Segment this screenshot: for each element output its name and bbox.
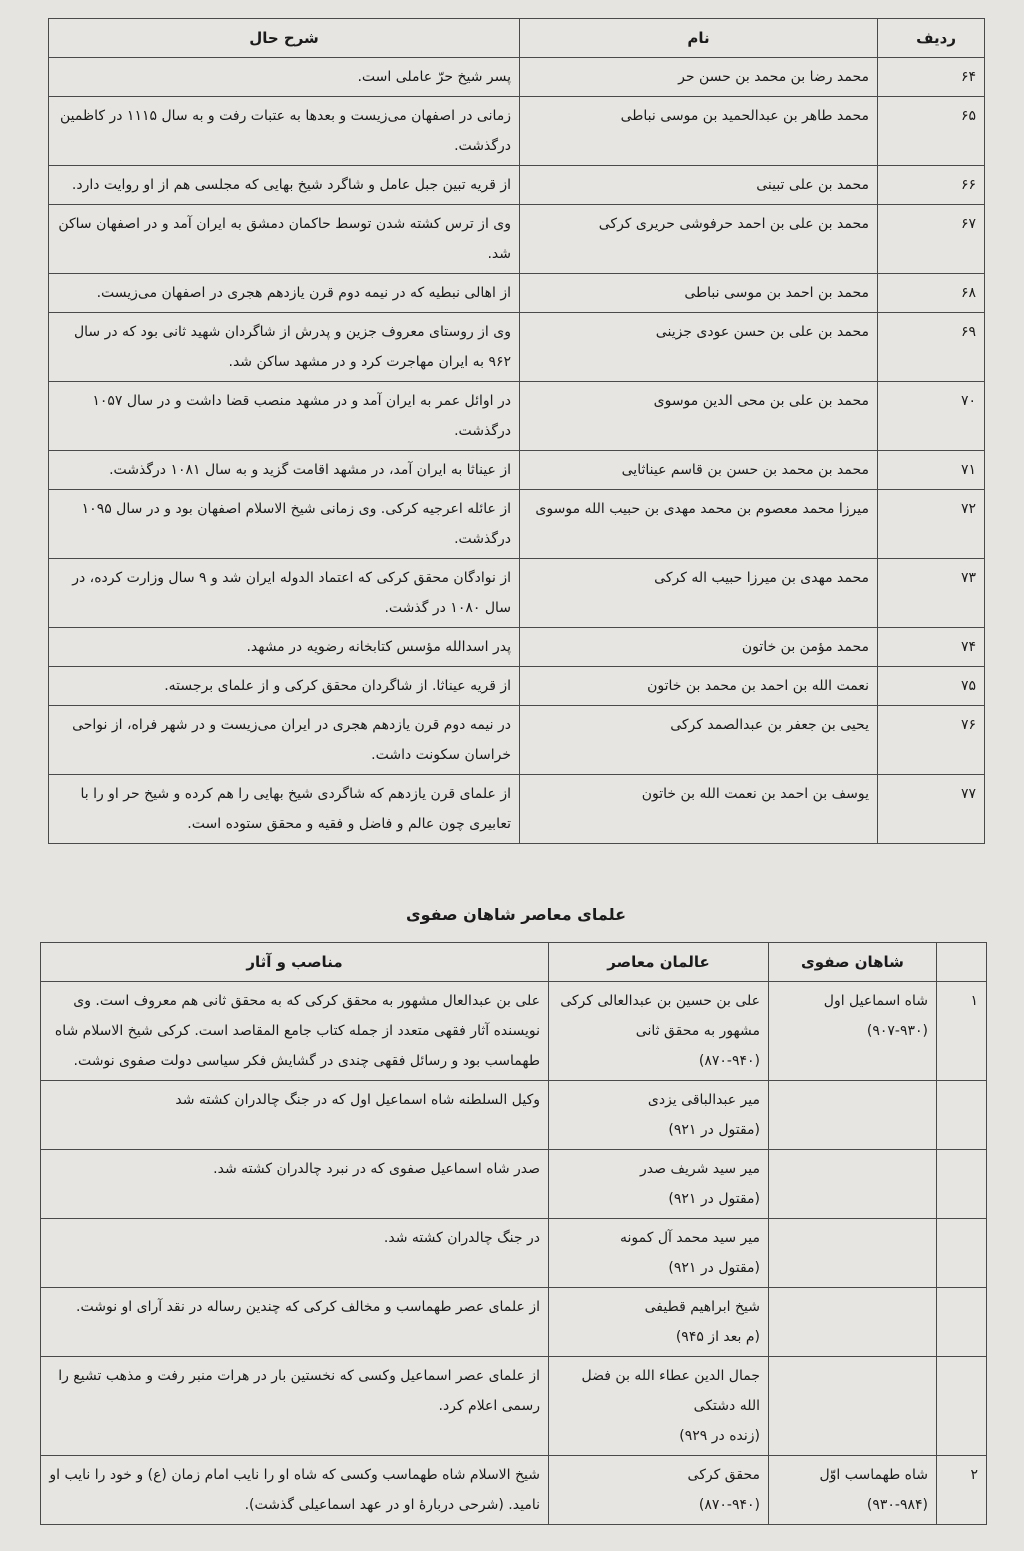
index-cell [937,1288,987,1357]
row-number-cell: ۷۴ [878,628,985,667]
index-cell [937,1081,987,1150]
safavid-kings-scholars-table [40,942,987,1525]
table-row [49,451,985,490]
table-row [49,667,985,706]
row-number-cell: ۶۹ [878,313,985,382]
scholar-name: محقق کرکی [687,1467,760,1483]
name-cell: یحیی بن جعفر بن عبدالصمد کرکی [520,706,878,775]
scholar-cell [549,1081,769,1150]
table-header-row [49,19,985,58]
scholar-dates: (زنده در ۹۲۹) [679,1428,760,1444]
table-row [41,1456,987,1525]
table-row [41,1219,987,1288]
name-cell: میرزا محمد معصوم بن محمد مهدی بن حبیب الله موسوی [520,490,878,559]
table-row [49,706,985,775]
scholar-name: شیخ ابراهیم قطیفی [644,1299,760,1315]
positions-works-cell: صدر شاه اسماعیل صفوی که در نبرد چالدران کشته شد. [41,1150,549,1219]
scholar-name: میر سید محمد آل کمونه [620,1230,760,1246]
biography-cell: از علمای قرن یازدهم که شاگردی شیخ بهایی را هم کرده و شیخ حر او را با تعابیری چون عالم و فاضل و فقیه و محقق ستوده است. [49,775,520,844]
row-number-cell: ۷۷ [878,775,985,844]
table-row [49,559,985,628]
name-cell: محمد بن علی بن حسن عودی جزینی [520,313,878,382]
row-number-cell: ۶۴ [878,58,985,97]
biography-cell: در اوائل عمر به ایران آمد و در مشهد منصب قضا داشت و در سال ۱۰۵۷ درگذشت. [49,382,520,451]
biography-cell: در نیمه دوم قرن یازدهم هجری در ایران می‌زیست و در شهر فراه، از نواحی خراسان سکونت داشت. [49,706,520,775]
king-dates: (۹۸۴-۹۳۰) [866,1497,928,1513]
kings-table-body [41,982,987,1525]
positions-works-cell: از علمای عصر طهماسب و مخالف کرکی که چندین رساله در نقد آرای او نوشت. [41,1288,549,1357]
biography-cell: از عائله اعرجیه کرکی. وی زمانی شیخ الاسلام اصفهان بود و در سال ۱۰۹۵ درگذشت. [49,490,520,559]
column-header-biography: شرح حال [49,19,520,58]
scholar-cell [549,1219,769,1288]
scholar-cell [549,982,769,1081]
table-row [41,1150,987,1219]
scholar-dates: (مقتول در ۹۲۱) [668,1260,760,1276]
row-number-cell: ۷۳ [878,559,985,628]
table-row [49,205,985,274]
king-cell [769,1456,937,1525]
positions-works-cell: علی بن عبدالعال مشهور به محقق کرکی که به محقق ثانی هم معروف است. وی نویسنده آثار فقهی متعدد از جمله کتاب جامع المقاصد است. کرکی شیخ الاسلام شاه طهماسب بود و رسائل فقهی چندی در گشایش فکر سیاسی دولت صفوی نوشت. [41,982,549,1081]
scholars-biography-table [48,18,985,844]
row-number-cell: ۶۷ [878,205,985,274]
column-header-safavid-kings: شاهان صفوی [769,943,937,982]
scholar-dates: (۸۷۰-۹۴۰) [698,1497,760,1513]
column-header-name: نام [520,19,878,58]
scholar-dates: (۸۷۰-۹۴۰) [698,1053,760,1069]
name-cell: محمد طاهر بن عبدالحمید بن موسی نباطی [520,97,878,166]
scholar-name: میر عبدالباقی یزدی [647,1092,760,1108]
column-header-positions-works: مناصب و آثار [41,943,549,982]
positions-works-cell: در جنگ چالدران کشته شد. [41,1219,549,1288]
row-number-cell: ۷۵ [878,667,985,706]
row-number-cell: ۶۶ [878,166,985,205]
table-row [49,490,985,559]
king-name: شاه طهماسب اوّل [819,1467,928,1483]
index-cell: ۲ [937,1456,987,1525]
king-name: شاه اسماعیل اول [823,993,928,1009]
scholar-dates: (مقتول در ۹۲۱) [668,1191,760,1207]
table-row [49,274,985,313]
index-cell [937,1219,987,1288]
biography-cell: وی از روستای معروف جزین و پدرش از شاگردان شهید ثانی بود که در سال ۹۶۲ به ایران مهاجرت کرد و در مشهد ساکن شد. [49,313,520,382]
positions-works-cell: وکیل السلطنه شاه اسماعیل اول که در جنگ چالدران کشته شد [41,1081,549,1150]
king-cell [769,1357,937,1456]
table-header-row [41,943,987,982]
index-cell: ۱ [937,982,987,1081]
scholar-cell [549,1456,769,1525]
name-cell: محمد بن محمد بن حسن بن قاسم عیناثایی [520,451,878,490]
biography-cell: از نوادگان محقق کرکی که اعتماد الدوله ایران شد و ۹ سال وزارت کرده، در سال ۱۰۸۰ در گذشت. [49,559,520,628]
table-row [41,1288,987,1357]
row-number-cell: ۶۸ [878,274,985,313]
name-cell: محمد بن علی بن احمد حرفوشی حریری کرکی [520,205,878,274]
name-cell: محمد بن احمد بن موسی نباطی [520,274,878,313]
name-cell: محمد بن علی بن محی الدین موسوی [520,382,878,451]
biography-table-body [49,58,985,844]
biography-cell: از قریه تبین جبل عامل و شاگرد شیخ بهایی که مجلسی هم از او روایت دارد. [49,166,520,205]
table-row [49,166,985,205]
section-title: علمای معاصر شاهان صفوی [405,905,627,924]
king-cell [769,1081,937,1150]
index-cell [937,1357,987,1456]
biography-cell: پدر اسدالله مؤسس کتابخانه رضویه در مشهد. [49,628,520,667]
table-row [49,775,985,844]
king-dates: (۹۳۰-۹۰۷) [866,1023,928,1039]
table-row [41,1357,987,1456]
king-cell [769,1150,937,1219]
column-header-contemporary-scholars: عالمان معاصر [549,943,769,982]
row-number-cell: ۷۰ [878,382,985,451]
column-header-index [937,943,987,982]
scholar-cell [549,1357,769,1456]
table-row [49,313,985,382]
biography-cell: از اهالی نبطیه که در نیمه دوم قرن یازدهم هجری در اصفهان می‌زیست. [49,274,520,313]
name-cell: محمد رضا بن محمد بن حسن حر [520,58,878,97]
biography-cell: زمانی در اصفهان می‌زیست و بعدها به عتبات رفت و به سال ۱۱۱۵ در کاظمین درگذشت. [49,97,520,166]
row-number-cell: ۶۵ [878,97,985,166]
scholar-cell [549,1150,769,1219]
scholar-dates: (م بعد از ۹۴۵) [675,1329,760,1345]
scholar-cell [549,1288,769,1357]
name-cell: یوسف بن احمد بن نعمت الله بن خاتون [520,775,878,844]
positions-works-cell: شیخ الاسلام شاه طهماسب وکسی که شاه او را نایب امام زمان (ع) و خود را نایب او نامید. (شرحی دربارهٔ او در عهد اسماعیلی گذشت). [41,1456,549,1525]
column-header-row-number: ردیف [878,19,985,58]
table-row [49,97,985,166]
row-number-cell: ۷۶ [878,706,985,775]
king-cell [769,1219,937,1288]
row-number-cell: ۷۲ [878,490,985,559]
index-cell [937,1150,987,1219]
table-row [41,982,987,1081]
name-cell: محمد مهدی بن میرزا حبیب اله کرکی [520,559,878,628]
biography-cell: از قریه عیناثا. از شاگردان محقق کرکی و از علمای برجسته. [49,667,520,706]
scholar-name: جمال الدین عطاء الله بن فضل الله دشتکی [581,1368,760,1414]
king-cell [769,982,937,1081]
row-number-cell: ۷۱ [878,451,985,490]
table-row [49,382,985,451]
scholar-name: علی بن حسین بن عبدالعالی کرکی مشهور به محقق ثانی [560,993,760,1039]
scholar-dates: (مقتول در ۹۲۱) [668,1122,760,1138]
table-row [49,628,985,667]
scholar-name: میر سید شریف صدر [640,1161,760,1177]
king-cell [769,1288,937,1357]
biography-cell: وی از ترس کشته شدن توسط حاکمان دمشق به ایران آمد و در اصفهان ساکن شد. [49,205,520,274]
table-row [41,1081,987,1150]
name-cell: نعمت الله بن احمد بن محمد بن خاتون [520,667,878,706]
biography-cell: پسر شیخ حرّ عاملی است. [49,58,520,97]
name-cell: محمد بن علی تبینی [520,166,878,205]
name-cell: محمد مؤمن بن خاتون [520,628,878,667]
positions-works-cell: از علمای عصر اسماعیل وکسی که نخستین بار در هرات منبر رفت و مذهب تشیع را رسمی اعلام کرد. [41,1357,549,1456]
table-row [49,58,985,97]
biography-cell: از عیناثا به ایران آمد، در مشهد اقامت گزید و به سال ۱۰۸۱ درگذشت. [49,451,520,490]
